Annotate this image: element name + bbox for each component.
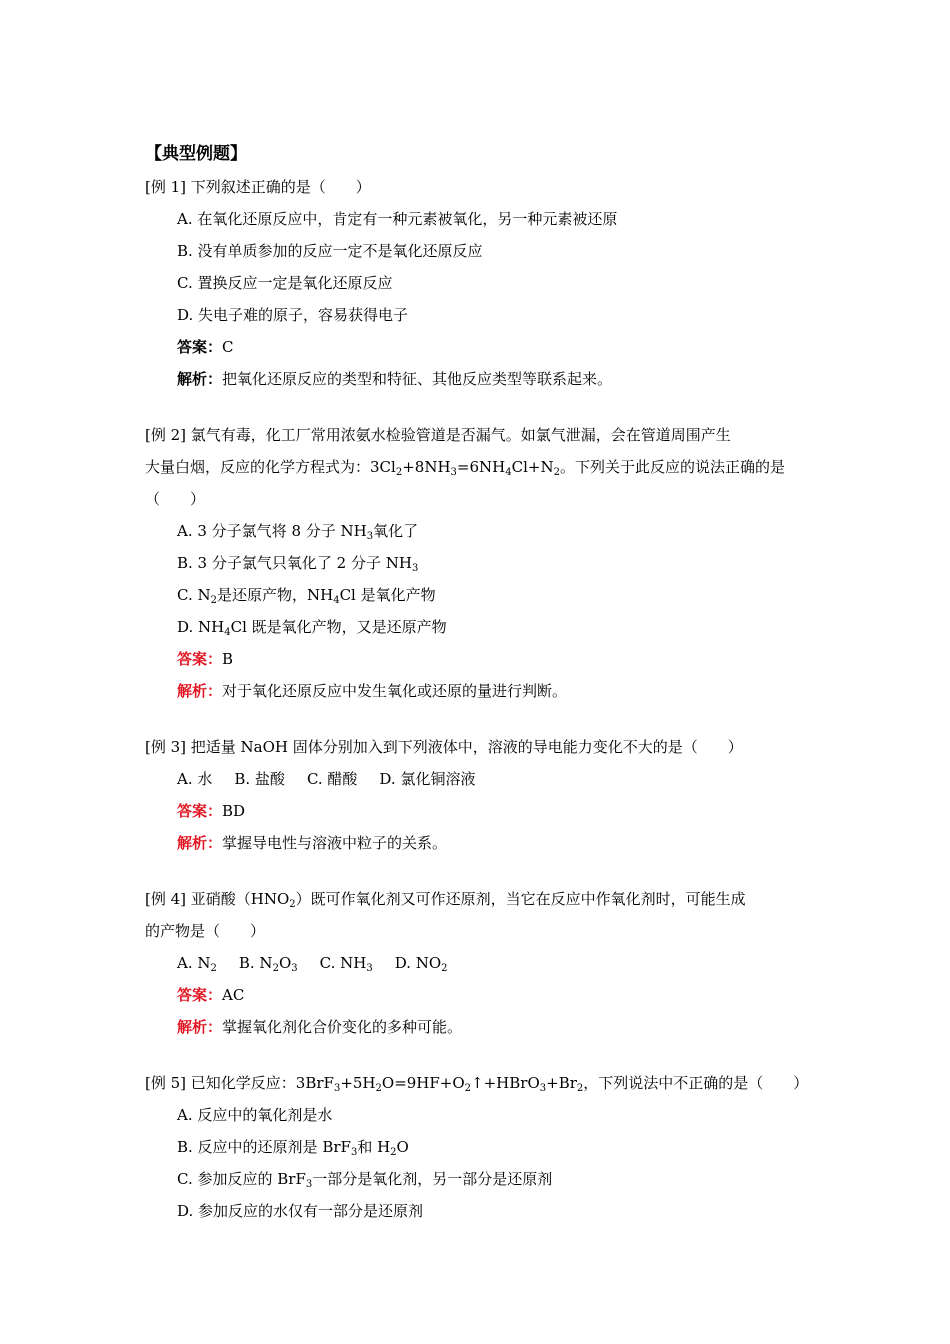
subscript: 2 [289, 899, 296, 910]
subscript: 4 [505, 467, 512, 478]
subscript: 3 [350, 1147, 358, 1158]
analysis-label: 解析： [177, 370, 223, 388]
subscript: 2 [390, 1147, 397, 1158]
example-3-answer [177, 801, 245, 821]
text-segment: ↑+HBrO [471, 1074, 540, 1092]
example-4-answer [177, 985, 244, 1005]
text-segment: B. 3 分子氯气只氧化了 2 分子 NH [177, 554, 412, 572]
example-4-analysis [177, 1017, 462, 1037]
text-segment: C. 参加反应的 BrF [177, 1170, 306, 1188]
example-2-answer [177, 649, 233, 669]
text-segment: +8NH [402, 458, 451, 476]
subscript: 2 [272, 963, 279, 974]
text-segment: O [278, 954, 292, 972]
example-2-analysis [177, 681, 567, 701]
text-segment: 氧化了 [373, 522, 419, 540]
example-2-option-c [177, 585, 436, 605]
analysis-text: 把氧化还原反应的类型和特征、其他反应类型等联系起来。 [222, 370, 613, 388]
text-segment: +Br [546, 1074, 577, 1092]
text-segment: Cl 是氧化产物 [339, 586, 436, 604]
text-segment: C. NH [319, 954, 367, 972]
example-3-options [177, 769, 475, 789]
analysis-label: 解析： [177, 834, 223, 852]
subscript: 3 [450, 467, 457, 478]
answer-label: 答案： [177, 802, 223, 820]
subscript: 3 [539, 1083, 547, 1094]
subscript: 3 [366, 531, 374, 542]
example-2-option-b [177, 553, 418, 573]
example-2-prompt-line-2 [145, 457, 785, 477]
example-5-option-b [177, 1137, 409, 1157]
text-segment: +5H [340, 1074, 376, 1092]
example-5-option-d: D. 参加反应的水仅有一部分是还原剂 [177, 1202, 424, 1220]
section-heading: 【典型例题】 [145, 144, 247, 164]
example-5-option-a: A. 反应中的氧化剂是水 [177, 1106, 333, 1124]
analysis-text: 掌握氧化剂化合价变化的多种可能。 [222, 1018, 463, 1036]
answer-value: B [222, 650, 234, 668]
answer-value: C [222, 338, 234, 356]
example-4-options [177, 953, 448, 973]
example-5-prompt [145, 1073, 808, 1093]
example-1-option-a: A. 在氧化还原反应中，肯定有一种元素被氧化，另一种元素被还原 [177, 210, 618, 228]
text-segment: B. N [238, 954, 273, 972]
example-4-option-b [239, 954, 298, 972]
subscript: 3 [333, 1083, 341, 1094]
answer-label: 答案： [177, 986, 223, 1004]
example-4-prompt-line-2: 的产物是（ ） [145, 922, 266, 940]
example-4-prompt-line-1 [145, 889, 746, 909]
subscript: 2 [375, 1083, 382, 1094]
subscript: 2 [210, 963, 217, 974]
answer-value: AC [222, 986, 245, 1004]
text-segment: O=9HF+O [381, 1074, 465, 1092]
text-segment: [例 4] 亚硝酸（HNO [145, 890, 290, 908]
example-1-prompt: [例 1] 下列叙述正确的是（ ） [145, 178, 371, 196]
analysis-text: 对于氧化还原反应中发生氧化或还原的量进行判断。 [222, 682, 568, 700]
text-segment: =6NH [456, 458, 506, 476]
subscript: 3 [291, 963, 298, 974]
text-segment: C. N [177, 586, 211, 604]
text-segment: [例 5] 已知化学反应：3BrF [145, 1074, 334, 1092]
example-3-option-c: C. 醋酸 [306, 770, 358, 788]
example-2-prompt-line-3: （ ） [145, 490, 206, 508]
analysis-text: 掌握导电性与溶液中粒子的关系。 [222, 834, 448, 852]
subscript: 2 [553, 467, 560, 478]
subscript: 3 [411, 563, 419, 574]
example-3-option-d: D. 氯化铜溶液 [379, 770, 476, 788]
text-segment: A. 3 分子氯气将 8 分子 NH [177, 522, 367, 540]
example-2-prompt-line-1: [例 2] 氯气有毒，化工厂常用浓氨水检验管道是否漏气。如氯气泄漏，会在管道周围产生 [145, 426, 731, 444]
example-1-option-c: C. 置换反应一定是氧化还原反应 [177, 274, 393, 292]
subscript: 2 [464, 1083, 472, 1094]
subscript: 2 [441, 963, 448, 974]
text-segment: B. 反应中的还原剂是 BrF [177, 1138, 351, 1156]
text-segment: A. N [177, 954, 211, 972]
subscript: 4 [224, 627, 231, 638]
subscript: 2 [210, 595, 217, 606]
answer-label: 答案： [177, 338, 223, 356]
text-segment: 和 H [357, 1138, 391, 1156]
example-1-option-b: B. 没有单质参加的反应一定不是氧化还原反应 [177, 242, 483, 260]
example-4-option-d [395, 954, 448, 972]
example-3-option-a: A. 水 [177, 770, 213, 788]
analysis-label: 解析： [177, 682, 223, 700]
text-segment: 一部分是氧化剂，另一部分是还原剂 [312, 1170, 553, 1188]
example-3-analysis [177, 833, 447, 853]
analysis-label: 解析： [177, 1018, 223, 1036]
subscript: 4 [333, 595, 340, 606]
example-5-option-c [177, 1169, 552, 1189]
example-1-analysis [177, 369, 612, 389]
subscript: 2 [395, 467, 403, 478]
subscript: 3 [305, 1179, 313, 1190]
text-segment: D. NH [177, 618, 225, 636]
text-segment: Cl+N [511, 458, 554, 476]
example-4-option-c [320, 954, 373, 972]
text-segment: O [396, 1138, 409, 1156]
text-segment: ）既可作氧化剂又可作还原剂，当它在反应中作氧化剂时，可能生成 [295, 890, 746, 908]
example-2-option-a [177, 521, 418, 541]
example-2-option-d [177, 617, 447, 637]
text-segment: Cl 既是氧化产物，又是还原产物 [230, 618, 447, 636]
example-4-option-a [177, 954, 217, 972]
subscript: 3 [366, 963, 373, 974]
text-segment: 是还原产物，NH [216, 586, 334, 604]
answer-label: 答案： [177, 650, 223, 668]
text-segment: D. NO [394, 954, 442, 972]
example-1-option-d: D. 失电子难的原子，容易获得电子 [177, 306, 409, 324]
example-3-option-b: B. 盐酸 [234, 770, 285, 788]
example-1-answer [177, 337, 234, 357]
subscript: 2 [576, 1083, 584, 1094]
example-3-prompt: [例 3] 把适量 NaOH 固体分别加入到下列液体中，溶液的导电能力变化不大的是（ ） [145, 738, 743, 756]
text-segment: ，下列说法中不正确的是（ ） [583, 1074, 809, 1092]
text-segment: 。下列关于此反应的说法正确的是 [559, 458, 785, 476]
text-segment: 大量白烟，反应的化学方程式为：3Cl [145, 458, 396, 476]
answer-value: BD [222, 802, 246, 820]
